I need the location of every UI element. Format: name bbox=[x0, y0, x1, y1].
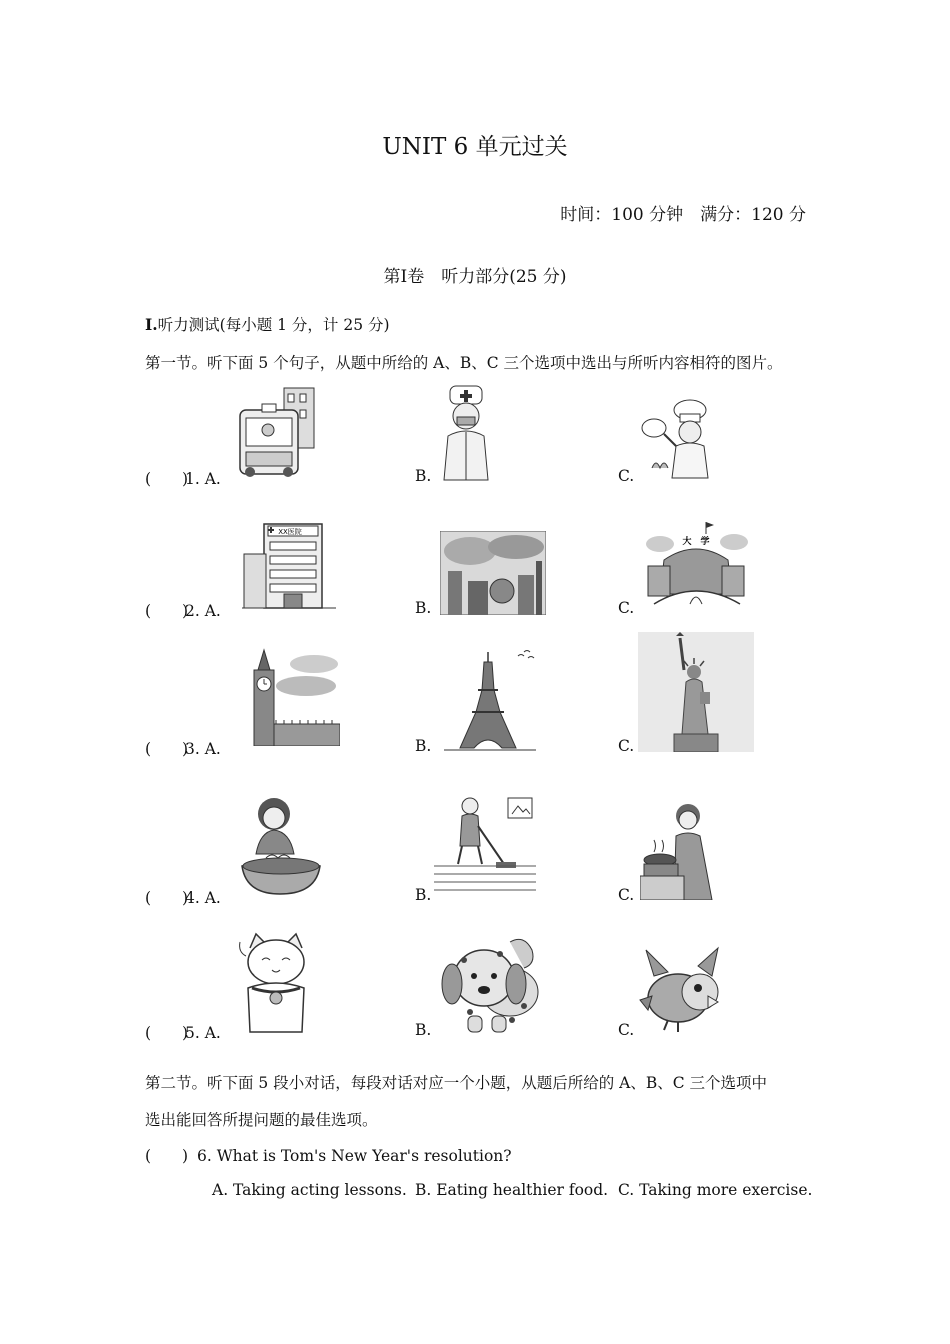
cook-icon bbox=[638, 398, 714, 480]
q2-option-b-label: B. bbox=[415, 599, 432, 617]
answer-paren: ( ) bbox=[145, 1024, 189, 1042]
sub1-instruction: 第一节。听下面 5 个句子，从题中所给的 A、B、C 三个选项中选出与所听内容相符的图片。 bbox=[145, 354, 783, 372]
q6-question: 6. What is Tom's New Year's resolution? bbox=[197, 1147, 512, 1165]
q4-label bbox=[145, 886, 221, 908]
bus-driver-icon bbox=[236, 384, 318, 480]
answer-paren: ( ) bbox=[145, 602, 189, 620]
q3-option-c-label: C. bbox=[618, 737, 635, 755]
dog-icon bbox=[440, 932, 542, 1036]
big-ben-icon bbox=[236, 648, 340, 746]
lucky-cat-icon bbox=[236, 932, 316, 1036]
part1-heading-text: 听力测试(每小题 1 分，计 25 分) bbox=[157, 316, 390, 334]
statue-of-liberty-icon bbox=[638, 632, 754, 752]
q2-label bbox=[145, 599, 221, 621]
answer-paren: ( ) bbox=[145, 470, 189, 488]
q1-option-b-label: B. bbox=[415, 467, 432, 485]
answer-paren: ( ) bbox=[145, 889, 189, 907]
sub2-instruction-line1: 第二节。听下面 5 段小对话，每段对话对应一个小题，从题后所给的 A、B、C 三个选项中 bbox=[145, 1074, 768, 1092]
hospital-sign: XX医院 bbox=[278, 528, 302, 536]
q5-label bbox=[145, 1021, 221, 1043]
page-title: UNIT 6 单元过关 bbox=[382, 134, 568, 160]
q1-num: 1. A. bbox=[185, 470, 221, 488]
q2-option-c-label: C. bbox=[618, 599, 635, 617]
q2-num: 2. A. bbox=[185, 602, 221, 620]
q1-option-c-label: C. bbox=[618, 467, 635, 485]
q6-option-c: C. Taking more exercise. bbox=[618, 1181, 813, 1199]
q3-label bbox=[145, 737, 221, 759]
woman-cooking-icon bbox=[640, 800, 720, 900]
university-sign: 大 学 bbox=[682, 537, 710, 547]
q6-option-a: A. Taking acting lessons. bbox=[212, 1181, 407, 1199]
part1-heading bbox=[145, 313, 390, 335]
answer-paren: ( ) bbox=[145, 740, 189, 758]
section-title: 第Ⅰ卷 听力部分(25 分) bbox=[383, 267, 567, 287]
q5-option-b-label: B. bbox=[415, 1021, 432, 1039]
answer-paren: ( ) bbox=[145, 1147, 189, 1165]
city-factory-icon bbox=[440, 531, 546, 615]
q5-option-c-label: C. bbox=[618, 1021, 635, 1039]
woman-mopping-icon bbox=[434, 794, 536, 894]
time-info: 时间：100 分钟 满分：120 分 bbox=[560, 205, 806, 225]
q4-option-c-label: C. bbox=[618, 886, 635, 904]
q6-option-b: B. Eating healthier food. bbox=[415, 1181, 609, 1199]
q4-num: 4. A. bbox=[185, 889, 221, 907]
q5-num: 5. A. bbox=[185, 1024, 221, 1042]
q3-num: 3. A. bbox=[185, 740, 221, 758]
bird-icon bbox=[638, 946, 724, 1034]
hospital-icon bbox=[242, 520, 336, 610]
q3-option-b-label: B. bbox=[415, 737, 432, 755]
girl-washing-icon bbox=[236, 794, 326, 898]
sub2-instruction-line2: 选出能回答所提问题的最佳选项。 bbox=[145, 1111, 378, 1129]
roman-numeral: Ⅰ. bbox=[145, 315, 158, 334]
q1-label bbox=[145, 467, 221, 489]
q6-stem bbox=[145, 1144, 512, 1166]
q4-option-b-label: B. bbox=[415, 886, 432, 904]
eiffel-tower-icon bbox=[444, 648, 536, 752]
doctor-icon bbox=[438, 384, 494, 482]
university-icon bbox=[640, 520, 752, 610]
